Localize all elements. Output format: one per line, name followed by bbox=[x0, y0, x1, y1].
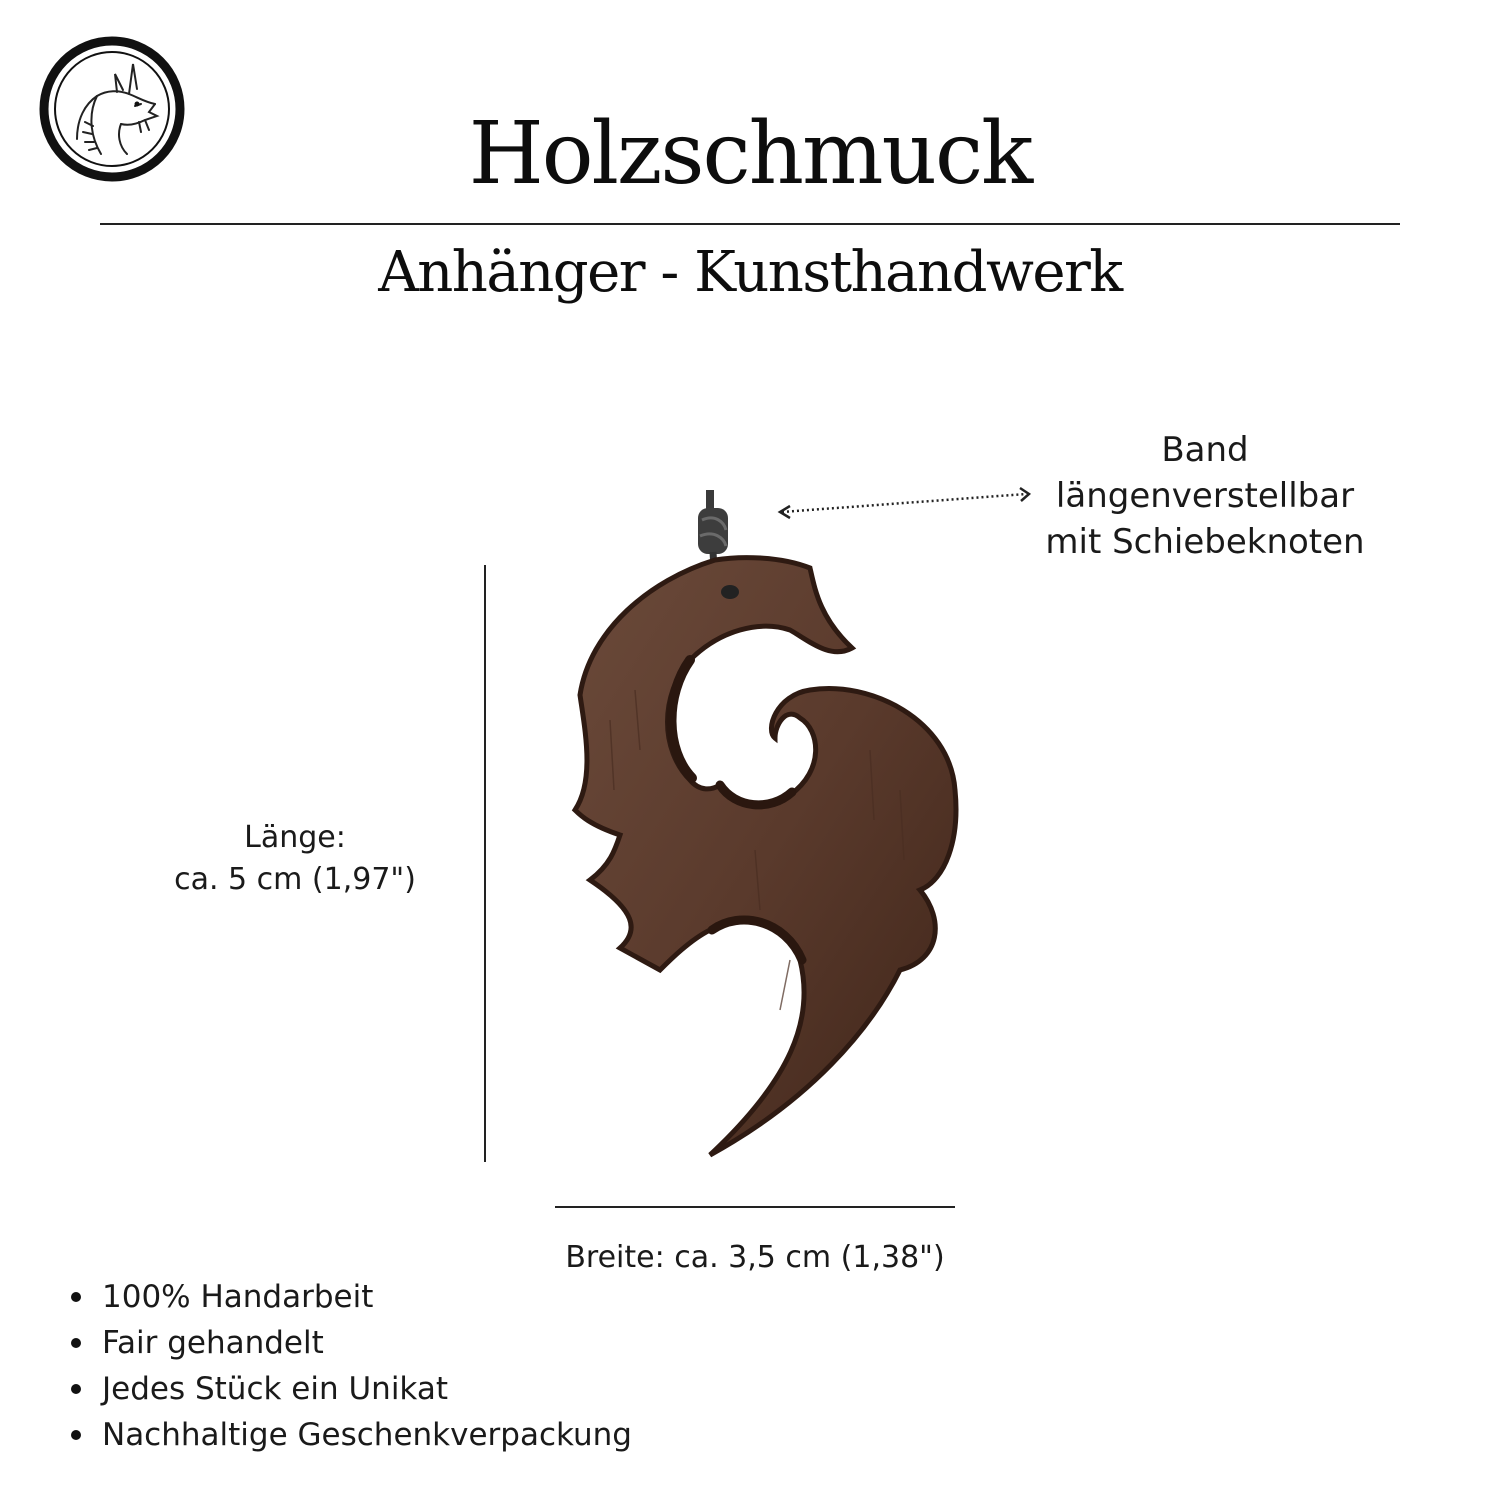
feature-item bbox=[60, 1274, 632, 1320]
width-annotation: Breite: ca. 3,5 cm (1,38") bbox=[565, 1240, 945, 1275]
length-annotation bbox=[150, 817, 440, 901]
bullet-icon bbox=[71, 1384, 81, 1394]
bullet-icon bbox=[71, 1292, 81, 1302]
feature-item bbox=[60, 1366, 632, 1412]
bullet-icon bbox=[71, 1338, 81, 1348]
width-measure-line bbox=[555, 1206, 955, 1208]
pendant-body bbox=[575, 558, 956, 1155]
feature-item bbox=[60, 1320, 632, 1366]
band-line-3: mit Schiebeknoten bbox=[1045, 522, 1365, 562]
page-title: Holzschmuck bbox=[468, 104, 1032, 204]
band-line-2: längenverstellbar bbox=[1055, 476, 1355, 516]
feature-text: Jedes Stück ein Unikat bbox=[102, 1371, 448, 1407]
feature-item bbox=[60, 1412, 632, 1458]
feature-text: Fair gehandelt bbox=[102, 1325, 324, 1361]
length-line-1: Länge: bbox=[244, 820, 346, 855]
feature-text: 100% Handarbeit bbox=[102, 1279, 374, 1315]
length-line-2: ca. 5 cm (1,97") bbox=[174, 862, 416, 897]
feature-text: Nachhaltige Geschenkverpackung bbox=[102, 1417, 632, 1453]
wooden-pendant-image bbox=[540, 490, 970, 1170]
feature-list bbox=[60, 1274, 632, 1458]
page-subtitle: Anhänger - Kunsthandwerk bbox=[378, 240, 1122, 305]
length-measure-line bbox=[484, 565, 486, 1162]
band-annotation bbox=[1020, 427, 1390, 565]
band-line-1: Band bbox=[1161, 430, 1249, 470]
header-divider bbox=[100, 223, 1400, 225]
bullet-icon bbox=[71, 1430, 81, 1440]
